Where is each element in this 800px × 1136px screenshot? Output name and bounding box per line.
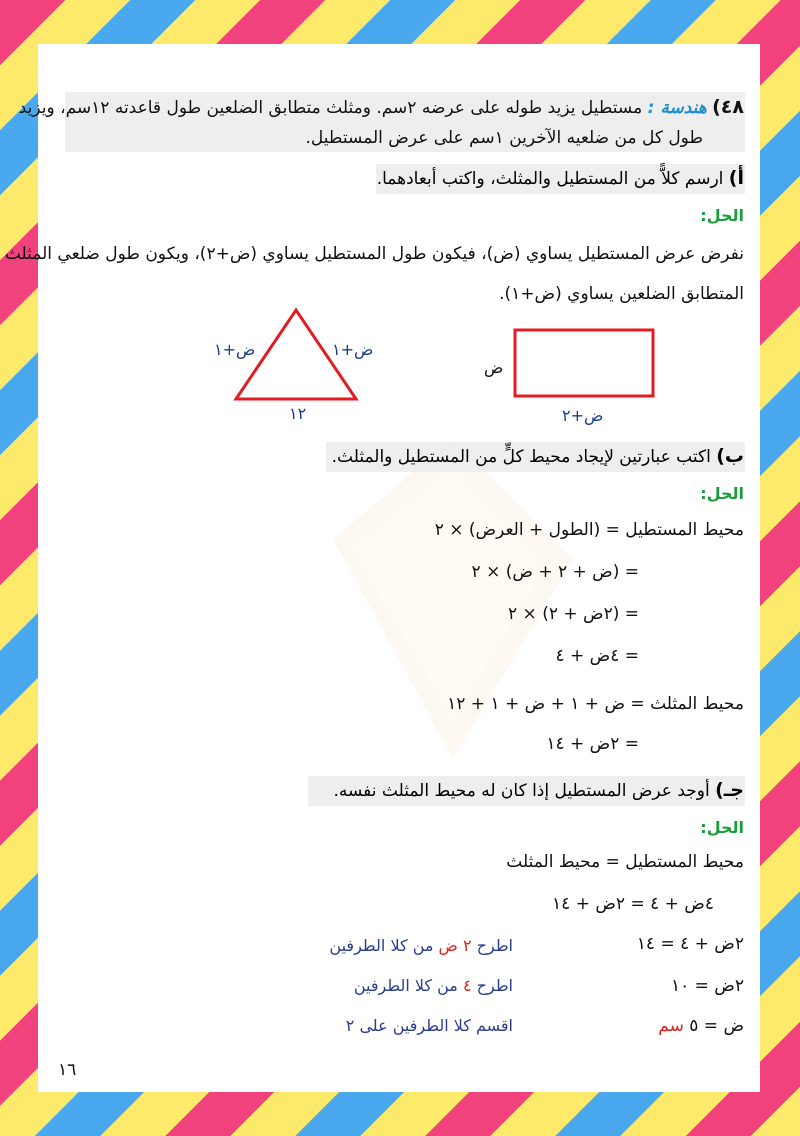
part-b-label: ب)	[716, 445, 744, 467]
page-sheet	[4, 44, 760, 1092]
part-b-question: اكتب عبارتين لإيجاد محيط كلٍّ من المستطيل والمثلث.	[331, 447, 711, 467]
part-a-question-line	[377, 167, 744, 189]
step-note-3-post: من كلا الطرفين	[329, 936, 434, 955]
step-note-4-pre: اطرح	[476, 976, 513, 995]
part-a-solution-header: الحل:	[700, 206, 744, 225]
tri-perimeter-step-1: محيط المثلث = ض + ١ + ض + ١ + ١٢	[447, 694, 744, 714]
rectangle-figure	[512, 327, 658, 401]
step-note-4-post: من كلا الطرفين	[353, 976, 458, 995]
part-a-solution-line-2: المتطابق الضلعين يساوي (ض+١).	[499, 284, 744, 304]
step-note-4-highlight: ٤	[462, 976, 472, 995]
rect-perimeter-step-2: = (ض + ٢ + ض) × ٢	[471, 562, 639, 582]
part-a-question: ارسم كلاًّ من المستطيل والمثلث، واكتب أبعادهما.	[376, 169, 724, 189]
rect-perimeter-step-4: = ٤ض + ٤	[555, 646, 639, 666]
rectangle-length-label: ض+٢	[562, 406, 604, 425]
equation-1: محيط المستطيل = محيط المثلث	[506, 852, 744, 872]
part-b-question-line	[332, 445, 744, 467]
equation-3: ٢ض + ٤ = ١٤	[636, 934, 744, 954]
problem-text-2: طول كل من ضلعيه الآخرين ١سم على عرض المستطيل.	[305, 128, 703, 148]
rectangle-width-label: ض	[484, 358, 504, 377]
triangle-base-label: ١٢	[289, 404, 307, 423]
step-note-4	[354, 976, 513, 995]
tri-perimeter-step-2: = ٢ض + ١٤	[546, 734, 639, 754]
book-watermark-icon	[293, 419, 593, 779]
problem-line-1	[18, 96, 744, 118]
equation-5-unit: سم	[658, 1016, 684, 1036]
problem-number: ٤٨)	[712, 96, 744, 118]
part-b-solution-header: الحل:	[700, 484, 744, 503]
triangle-left-side-label: ض+١	[214, 340, 256, 359]
page-number: ١٦	[58, 1060, 77, 1080]
equation-4: ٢ض = ١٠	[670, 976, 744, 996]
step-note-5: اقسم كلا الطرفين على ٢	[345, 1016, 513, 1035]
step-note-3-pre: اطرح	[476, 936, 513, 955]
part-c-question: أوجد عرض المستطيل إذا كان له محيط المثلث نفسه.	[333, 781, 710, 801]
part-c-label: جـ)	[715, 779, 744, 801]
part-c-question-line	[333, 779, 744, 801]
rectangle-shape	[515, 330, 653, 396]
equation-5-main: ض = ٥	[689, 1016, 744, 1036]
rect-perimeter-step-1: محيط المستطيل = (الطول + العرض) × ٢	[434, 520, 744, 540]
part-a-label: أ)	[728, 167, 744, 189]
part-a-solution-line-1: نفرض عرض المستطيل يساوي (ض)، فيكون طول المستطيل يساوي (ض+٢)، ويكون طول ضلعي المثلث	[4, 244, 744, 264]
step-note-3	[329, 936, 513, 955]
problem-text-1: مستطيل يزيد طوله على عرضه ٢سم. ومثلث متطابق الضلعين طول قاعدته ١٢سم، ويزيد	[18, 98, 643, 118]
step-note-3-highlight: ٢ ض	[438, 936, 472, 955]
part-c-solution-header: الحل:	[700, 818, 744, 837]
equation-2: ٤ض + ٤ = ٢ض + ١٤	[552, 894, 714, 914]
triangle-right-side-label: ض+١	[332, 340, 374, 359]
problem-topic: هندسة :	[647, 98, 707, 118]
rect-perimeter-step-3: = (٢ض + ٢) × ٢	[508, 604, 639, 624]
equation-5	[658, 1016, 744, 1036]
